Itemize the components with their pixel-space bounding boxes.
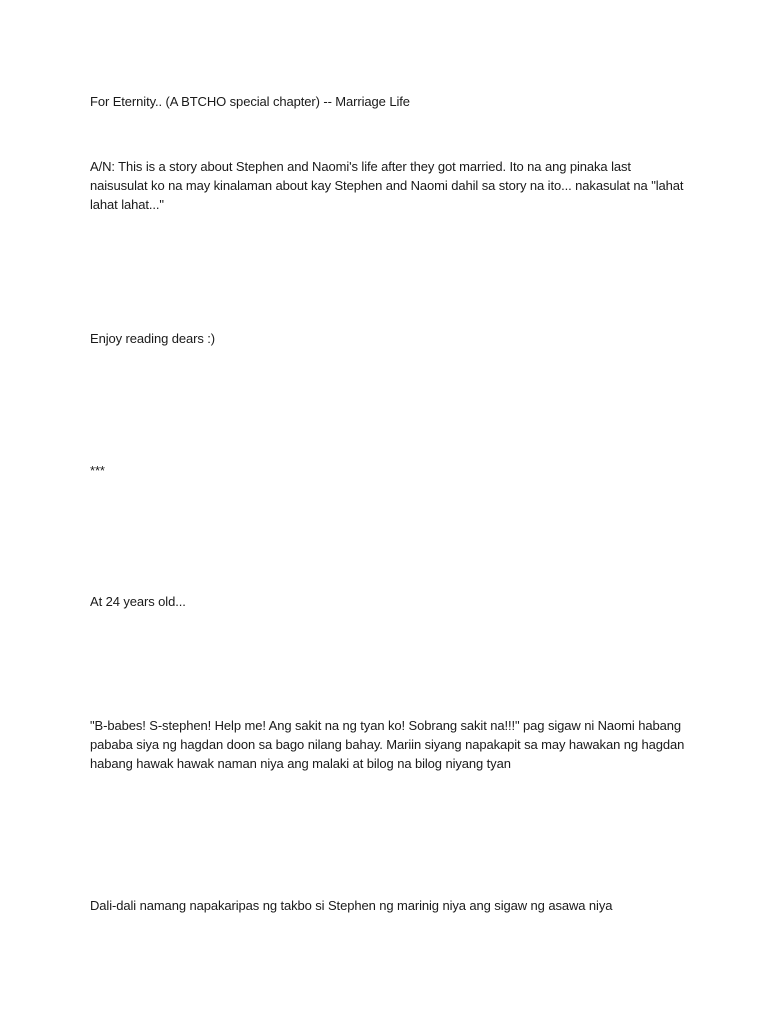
dialogue-paragraph: "B-babes! S-stephen! Help me! Ang sakit na ng tyan ko! Sobrang sakit na!!!" pag sigaw ni Naomi habang pababa siya ng hagdan doon sa bago nilang bahay. Mariin siyang napakapit sa may hawakan ng hagdan habang hawak hawak naman niya ang malaki at bilog na bilog niyang tyan	[90, 718, 685, 771]
section-separator: ***	[90, 463, 105, 478]
author-note-paragraph: A/N: This is a story about Stephen and Naomi's life after they got married. Ito na ang pinaka last naisusulat ko na may kinalaman about kay Stephen and Naomi dahil sa story na ito... nakasulat na "lahat lahat lahat..."	[90, 159, 684, 212]
enjoy-reading-paragraph: Enjoy reading dears :)	[90, 331, 215, 346]
age-paragraph: At 24 years old...	[90, 594, 186, 609]
narration-paragraph: Dali-dali namang napakaripas ng takbo si Stephen ng marinig niya ang sigaw ng asawa niya	[90, 898, 613, 913]
chapter-title: For Eternity.. (A BTCHO special chapter) -- Marriage Life	[90, 94, 410, 109]
